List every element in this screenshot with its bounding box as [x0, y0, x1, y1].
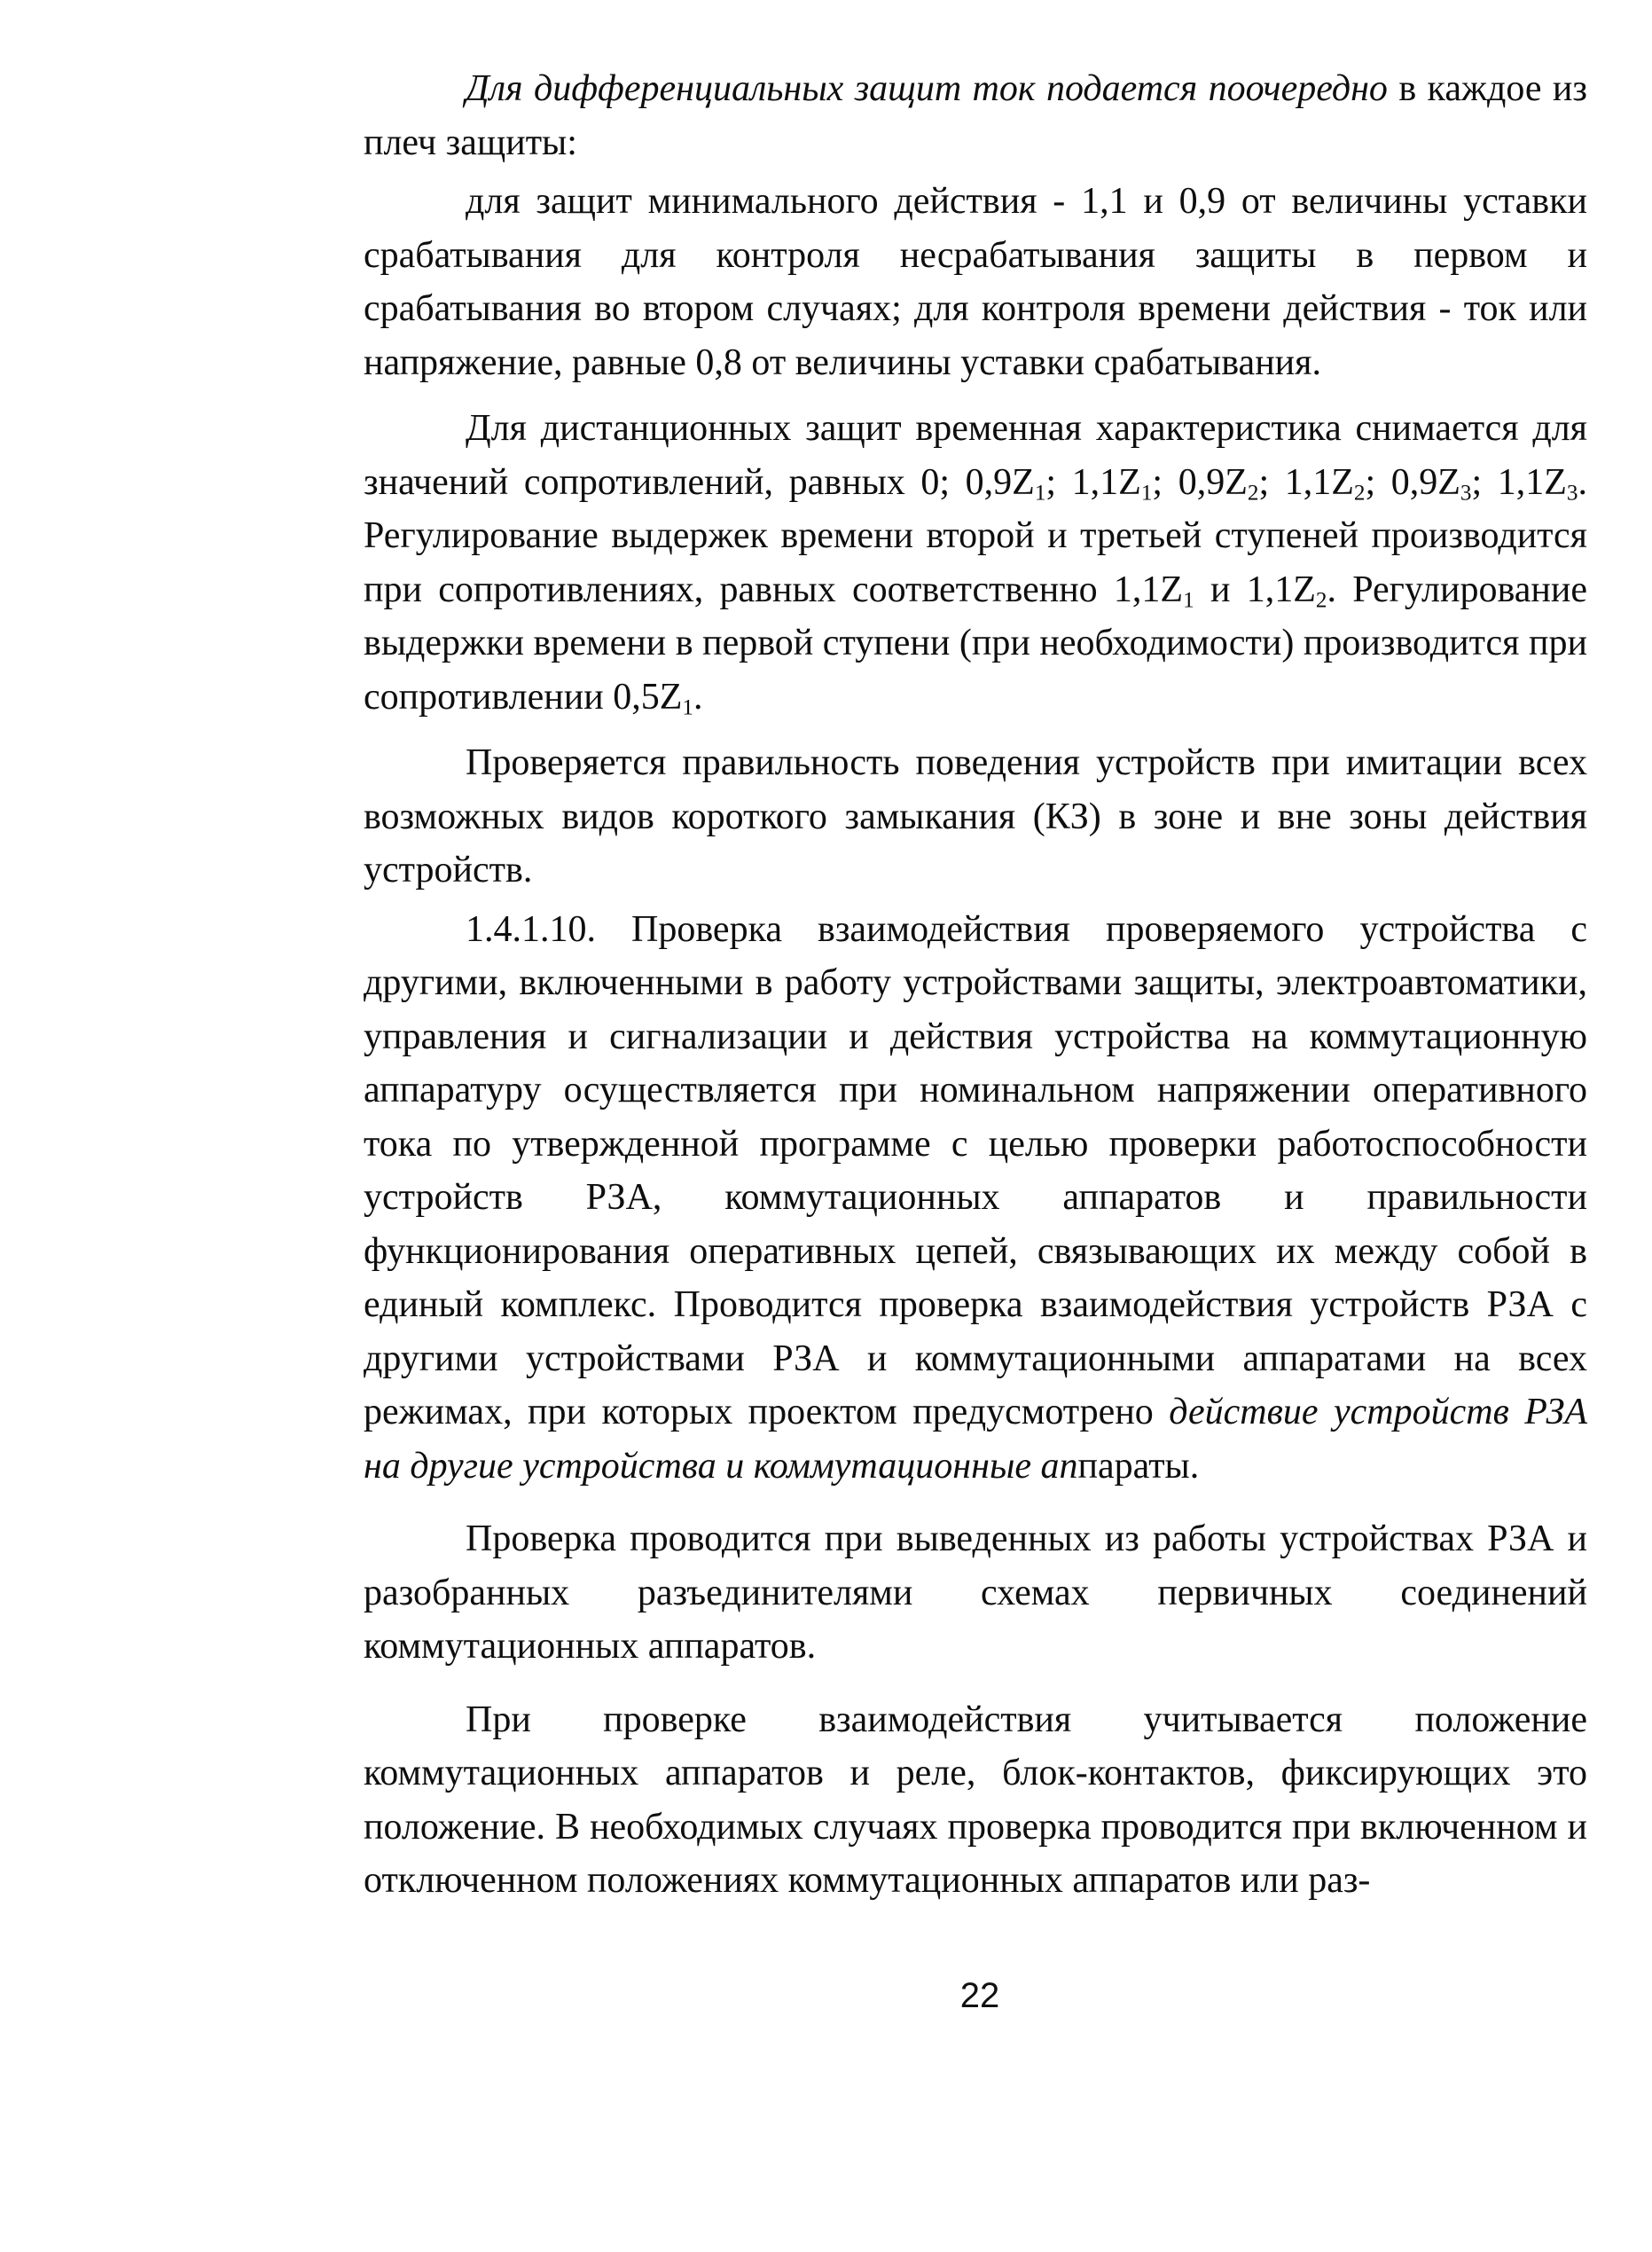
- text-run: ; 1,1Z: [1471, 461, 1567, 503]
- text-run: 1.4.1.10. Проверка взаимодействия проверяемого устройства с другими, включенными в работу устройствами защиты, электроавтоматики, управления и сигнализации и действия устройства на коммутационную аппаратуру осуществляется при номинальном напряжении оперативного тока по утвержденной программе с целью проверки работоспособности устройств РЗА, коммутационных аппаратов и правильности функционирования оперативных цепей, связывающих их между собой в единый комплекс. Проводится проверка взаимодействия устройств РЗА с другими устройствами РЗА и коммутационными аппаратами на всех режимах, при которых проектом предусмотрено: [364, 908, 1587, 1432]
- subscript: 2: [1315, 587, 1327, 612]
- text-run: . Регулирование выдержки времени в первой ступени (при необходимости) производится при сопротивлении 0,5Z: [364, 569, 1587, 718]
- paragraph-text: Проверяется правильность поведения устройств при имитации всех возможных видов короткого замыкания (КЗ) в зоне и вне зоны действия устройств.: [364, 742, 1587, 891]
- body-text: [364, 62, 1587, 1908]
- page-number: 22: [959, 1976, 1000, 2015]
- paragraph-interaction-check: [364, 903, 1587, 1494]
- paragraph-text: При проверке взаимодействия учитывается положение коммутационных аппаратов и реле, блок-контактов, фиксирующих это положение. В необходимых случаях проверка проводится при включенном и отключенном положениях коммутационных аппаратов или раз-: [364, 1699, 1587, 1901]
- text-run: и 1,1Z: [1194, 569, 1316, 610]
- paragraph-short-circuit-check: [364, 736, 1587, 898]
- text-run: ; 0,9Z: [1152, 461, 1248, 503]
- paragraph-differential-protection: [364, 62, 1587, 169]
- italic-lead-text: Для дифференциальных защит ток подается поочередно: [466, 68, 1388, 109]
- paragraph-text: в каждое из плеч защиты:: [364, 68, 1587, 163]
- subscript: 2: [1247, 480, 1259, 505]
- subscript: 1: [1140, 480, 1153, 505]
- subscript: 1: [682, 694, 693, 719]
- text-run: ; 1,1Z: [1045, 461, 1141, 503]
- paragraph-text: для защит минимального действия - 1,1 и 0,9 от величины уставки срабатывания для контроля несрабатывания защиты в первом и срабатывания во втором случаях; для контроля времени действия - ток или напряжение, равные 0,8 от величины уставки срабатывания.: [364, 181, 1587, 383]
- paragraph-switching-positions: [364, 1693, 1587, 1908]
- text-run: ; 0,9Z: [1365, 461, 1460, 503]
- text-run: Для дистанционных защит временная характеристика снимается для значений сопротивлений, равных 0; 0,9Z: [364, 408, 1587, 503]
- text-run: параты.: [1077, 1445, 1200, 1487]
- subscript: 3: [1460, 480, 1472, 505]
- subscript: 3: [1566, 480, 1578, 505]
- subscript: 2: [1353, 480, 1366, 505]
- text-run: . Регулирование выдержек времени второй и третьей ступеней производится при сопротивлениях, равных соответственно 1,1Z: [364, 461, 1587, 610]
- paragraph-minimum-action: [364, 175, 1587, 389]
- italic-text-run: действие устройств РЗА на другие устройства и коммутационные ап: [364, 1392, 1587, 1487]
- subscript: 1: [1183, 587, 1194, 612]
- text-run: .: [693, 676, 703, 718]
- paragraph-distance-protection: [364, 402, 1587, 724]
- paragraph-check-conditions: [364, 1512, 1587, 1674]
- subscript: 1: [1034, 480, 1046, 505]
- text-run: ; 1,1Z: [1258, 461, 1354, 503]
- paragraph-text: Проверка проводится при выведенных из работы устройствах РЗА и разобранных разъединителями схемах первичных соединений коммутационных аппаратов.: [364, 1518, 1587, 1667]
